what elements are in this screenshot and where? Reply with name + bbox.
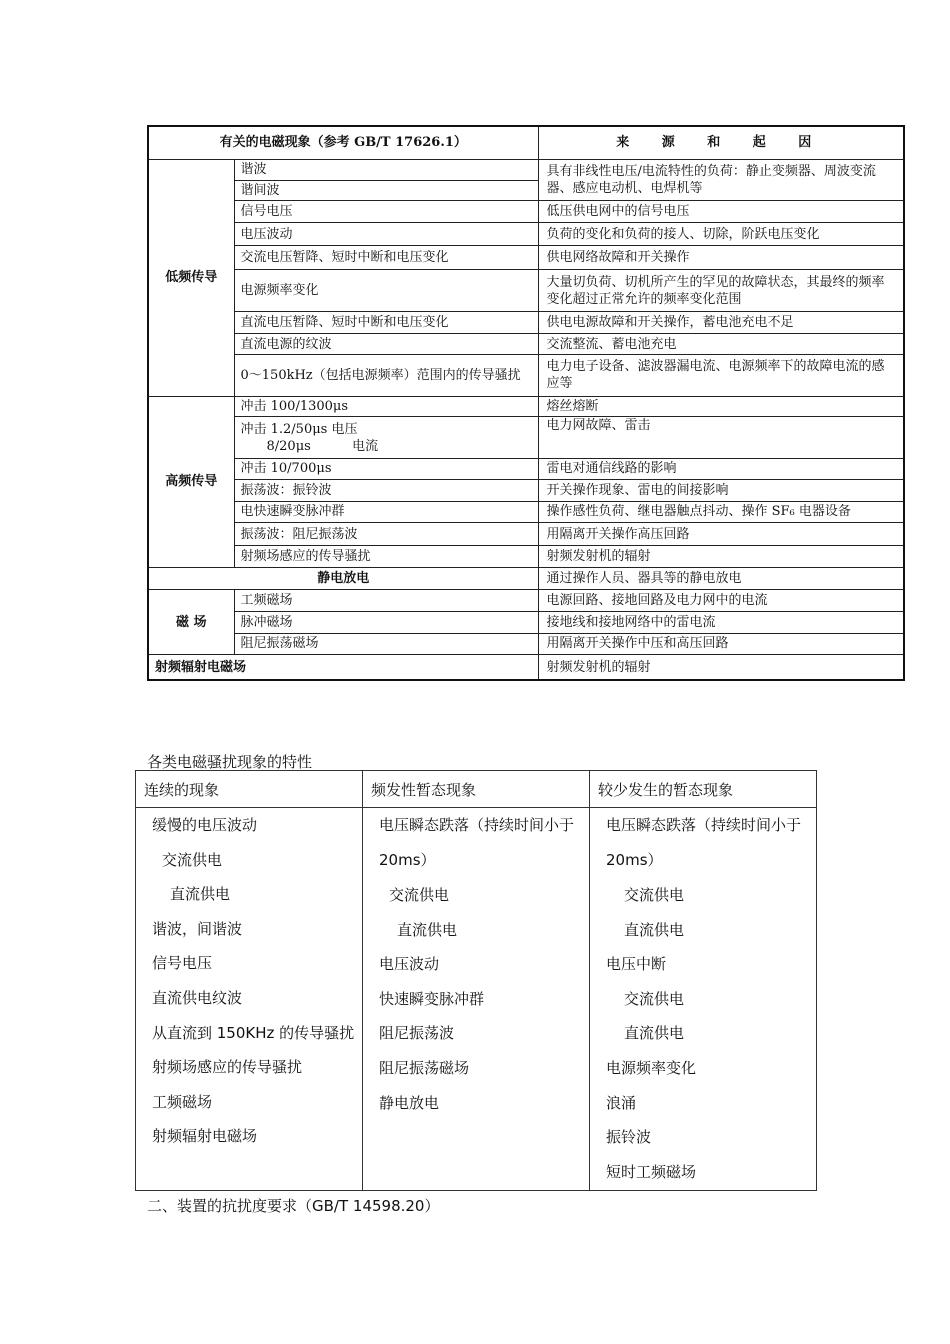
column-header-frequent-transient: 频发性暂态现象	[363, 771, 590, 808]
frequent-transient-cell	[363, 808, 590, 1191]
source-cell: 用隔离开关操作中压和高压回路	[538, 633, 904, 655]
table-header-phenomenon: 有关的电磁现象（参考 GB/T 17626.1）	[148, 126, 538, 159]
source-cell: 雷电对通信线路的影响	[538, 458, 904, 479]
esd-label: 静电放电	[148, 568, 538, 590]
list-item: 直流供电	[397, 920, 458, 939]
list-item: 射频场感应的传导骚扰	[152, 1058, 303, 1077]
table-row	[148, 546, 904, 568]
phenomenon-label: 振荡波：阻尼振荡波	[240, 526, 358, 542]
phenomenon-cell	[234, 458, 538, 479]
table-row	[148, 479, 904, 501]
table-row	[148, 396, 904, 417]
phenomenon-cell	[234, 417, 538, 459]
source-cell: 低压供电网中的信号电压	[538, 201, 904, 223]
column-header-rare-transient: 较少发生的暂态现象	[590, 771, 817, 808]
phenomenon-cell	[234, 334, 538, 355]
list-item: 谐波，间谐波	[152, 919, 243, 938]
list-item: 电压瞬态跌落（持续时间小于 20ms）	[379, 816, 575, 869]
list-item: 电压中断	[606, 955, 667, 974]
list-item: 快速瞬变脉冲群	[379, 989, 485, 1008]
source-cell: 操作感性负荷、继电器触点抖动、操作 SF₆ 电器设备	[538, 501, 904, 523]
rf-radiated-label: 射频辐射电磁场	[148, 655, 538, 680]
list-item: 交流供电	[389, 886, 450, 904]
table-row	[148, 655, 904, 680]
phenomenon-label: 冲击 1.2/50μs 电压	[240, 421, 358, 437]
source-cell: 熔丝熔断	[538, 396, 904, 417]
phenomenon-label: 0～150kHz（包括电源频率）范围内的传导骚扰	[240, 367, 521, 383]
list-item: 阻尼振荡磁场	[379, 1058, 470, 1077]
phenomenon-label: 直流电压暂降、短时中断和电压变化	[240, 315, 449, 331]
phenomenon-cell	[234, 223, 538, 246]
source-cell: 电源回路、接地回路及电力网中的电流	[538, 589, 904, 611]
table-row	[148, 417, 904, 459]
phenomenon-cell	[234, 396, 538, 417]
list-item: 缓慢的电压波动	[152, 816, 258, 834]
list-item: 直流供电	[170, 885, 231, 904]
phenomenon-cell	[234, 546, 538, 568]
phenomenon-cell	[234, 611, 538, 633]
emc-phenomena-table	[147, 125, 905, 681]
phenomenon-label: 阻尼振荡磁场	[240, 636, 319, 652]
phenomenon-label: 工频磁场	[240, 592, 293, 608]
list-item: 工频磁场	[152, 1092, 213, 1111]
category-high-frequency: 高频传导	[148, 396, 234, 567]
table-row	[148, 223, 904, 246]
phenomenon-label-2: 8/20μs 电流	[266, 438, 379, 454]
list-item: 从直流到 150KHz 的传导骚扰	[152, 1023, 355, 1042]
phenomenon-cell	[234, 269, 538, 312]
table-row	[148, 159, 904, 180]
category-magnetic-field: 磁 场	[148, 589, 234, 654]
source-cell: 用隔离开关操作高压回路	[538, 523, 904, 546]
list-item: 交流供电	[624, 989, 685, 1008]
list-item: 直流供电	[624, 1024, 685, 1043]
list-item: 射频辐射电磁场	[152, 1127, 258, 1146]
list-item: 浪涌	[606, 1093, 637, 1112]
phenomenon-cell	[234, 501, 538, 523]
continuous-phenomena-cell	[136, 808, 363, 1191]
source-cell: 具有非线性电压/电流特性的负荷：静止变频器、周波变流器、感应电动机、电焊机等	[538, 159, 904, 201]
table-row	[148, 523, 904, 546]
source-cell: 射频发射机的辐射	[538, 655, 904, 680]
source-cell: 交流整流、蓄电池充电	[538, 334, 904, 355]
phenomenon-cell	[234, 201, 538, 223]
table-row	[148, 201, 904, 223]
table-row	[148, 589, 904, 611]
list-item: 静电放电	[379, 1093, 440, 1112]
table-row	[148, 568, 904, 590]
source-cell: 负荷的变化和负荷的接人、切除，阶跃电压变化	[538, 223, 904, 246]
list-item: 阻尼振荡波	[379, 1024, 455, 1043]
table-caption: 各类电磁骚扰现象的特性	[147, 753, 313, 771]
table-row	[148, 458, 904, 479]
phenomenon-cell	[234, 479, 538, 501]
phenomenon-label: 谐波	[240, 162, 267, 178]
phenomenon-cell	[234, 355, 538, 397]
list-item: 交流供电	[162, 850, 223, 869]
phenomenon-cell	[234, 633, 538, 655]
column-header-continuous: 连续的现象	[136, 771, 363, 808]
phenomenon-label: 交流电压暂降、短时中断和电压变化	[240, 249, 449, 265]
list-item: 直流供电	[624, 920, 685, 939]
phenomenon-label: 电压波动	[240, 226, 293, 242]
table-row	[148, 633, 904, 655]
list-item: 电压瞬态跌落（持续时间小于 20ms）	[606, 816, 802, 869]
table-row	[148, 269, 904, 312]
source-cell: 射频发射机的辐射	[538, 546, 904, 568]
phenomenon-label: 振荡波：振铃波	[240, 482, 332, 498]
phenomenon-label: 电源频率变化	[240, 283, 319, 299]
source-cell: 供电电源故障和开关操作，蓄电池充电不足	[538, 312, 904, 334]
table-header-source: 来 源 和 起 因	[538, 126, 904, 159]
source-cell: 开关操作现象、雷电的间接影响	[538, 479, 904, 501]
phenomenon-label: 谐间波	[240, 182, 280, 198]
source-cell: 通过操作人员、器具等的静电放电	[538, 568, 904, 590]
phenomenon-label: 信号电压	[240, 204, 293, 220]
phenomenon-label: 电快速瞬变脉冲群	[240, 504, 345, 520]
table-row	[148, 312, 904, 334]
table-row	[148, 245, 904, 269]
phenomenon-cell	[234, 245, 538, 269]
phenomenon-label: 脉冲磁场	[240, 614, 293, 630]
rare-transient-cell	[590, 808, 817, 1191]
table-row	[148, 334, 904, 355]
phenomenon-cell	[234, 159, 538, 180]
section-heading: 二、装置的抗扰度要求（GB/T 14598.20）	[147, 1197, 440, 1215]
phenomenon-label: 冲击 100/1300μs	[240, 399, 349, 415]
phenomenon-cell	[234, 523, 538, 546]
list-item: 电压波动	[379, 955, 440, 974]
list-item: 直流供电纹波	[152, 988, 243, 1007]
source-cell: 电力电子设备、滤波器漏电流、电源频率下的故障电流的感应等	[538, 355, 904, 397]
phenomenon-cell	[234, 589, 538, 611]
category-low-frequency: 低频传导	[148, 159, 234, 396]
source-cell: 大量切负荷、切机所产生的罕见的故障状态，其最终的频率变化超过正常允许的频率变化范围	[538, 269, 904, 312]
source-cell: 接地线和接地网络中的雷电流	[538, 611, 904, 633]
list-item: 电源频率变化	[606, 1058, 697, 1077]
list-item: 交流供电	[624, 886, 685, 904]
source-cell: 供电网络故障和开关操作	[538, 245, 904, 269]
table-row	[148, 501, 904, 523]
disturbance-characteristics-table	[135, 770, 817, 1191]
phenomenon-label: 射频场感应的传导骚扰	[240, 549, 371, 565]
list-item: 短时工频磁场	[606, 1162, 697, 1181]
phenomenon-label: 冲击 10/700μs	[240, 461, 332, 477]
list-item: 振铃波	[606, 1128, 652, 1147]
list-item: 信号电压	[152, 954, 213, 973]
table-row	[148, 355, 904, 397]
table-row	[148, 611, 904, 633]
phenomenon-cell	[234, 312, 538, 334]
source-cell: 电力网故障、雷击	[538, 417, 904, 459]
phenomenon-label: 直流电源的纹波	[240, 336, 332, 352]
phenomenon-cell	[234, 180, 538, 201]
